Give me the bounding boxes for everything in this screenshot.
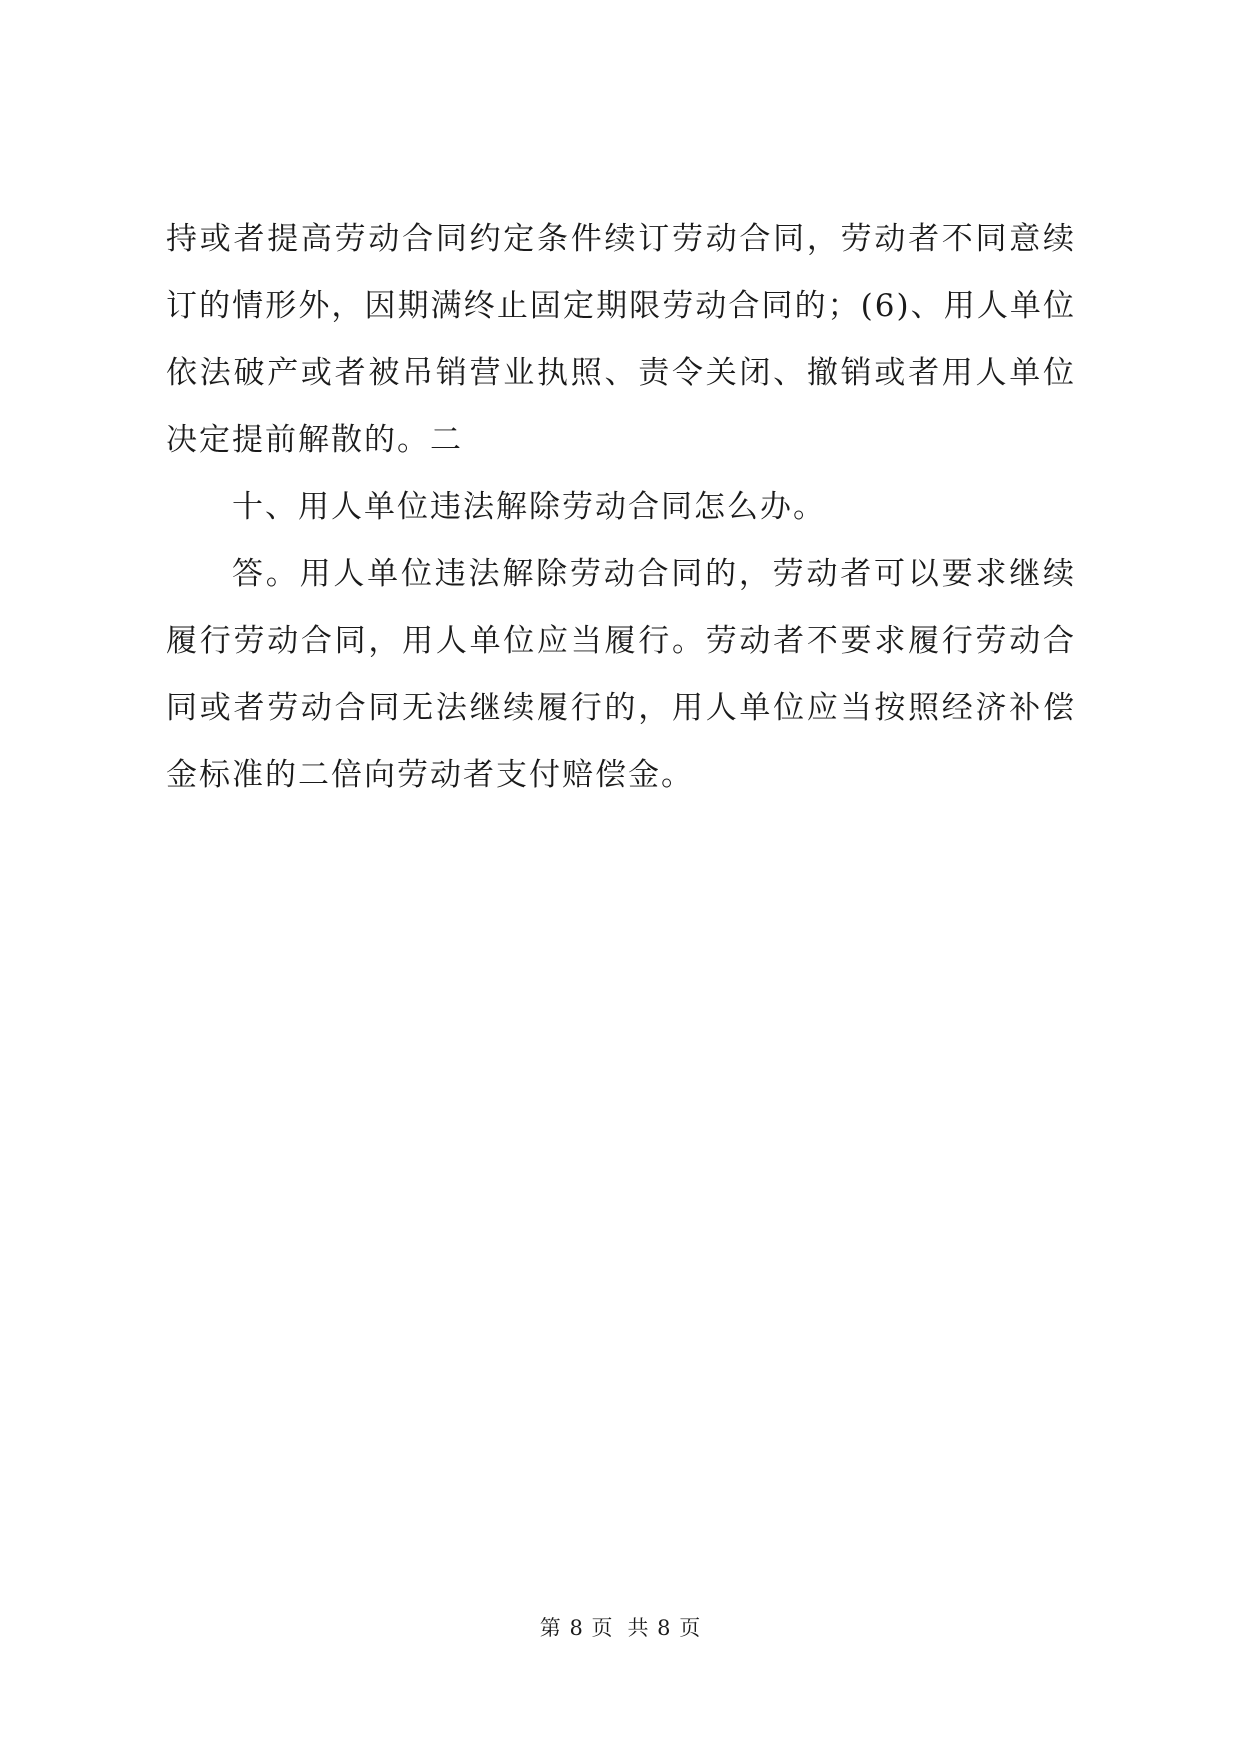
paragraph-answer: 答。用人单位违法解除劳动合同的，劳动者可以要求继续履行劳动合同，用人单位应当履行。劳动者不要求履行劳动合同或者劳动合同无法继续履行的，用人单位应当按照经济补偿金标准的二倍向劳动者支付赔偿金。	[166, 556, 1076, 793]
paragraph-question-heading: 十、用人单位违法解除劳动合同怎么办。	[232, 489, 826, 525]
page-footer	[0, 1612, 1241, 1642]
paragraph-continuation: 持或者提高劳动合同约定条件续订劳动合同，劳动者不同意续订的情形外，因期满终止固定期限劳动合同的；(6)、用人单位依法破产或者被吊销营业执照、责令关闭、撤销或者用人单位决定提前解散的。二	[166, 221, 1076, 458]
page-total: 共 8 页	[627, 1616, 702, 1640]
document-body	[166, 206, 1076, 809]
page-number: 第 8 页	[539, 1616, 614, 1640]
